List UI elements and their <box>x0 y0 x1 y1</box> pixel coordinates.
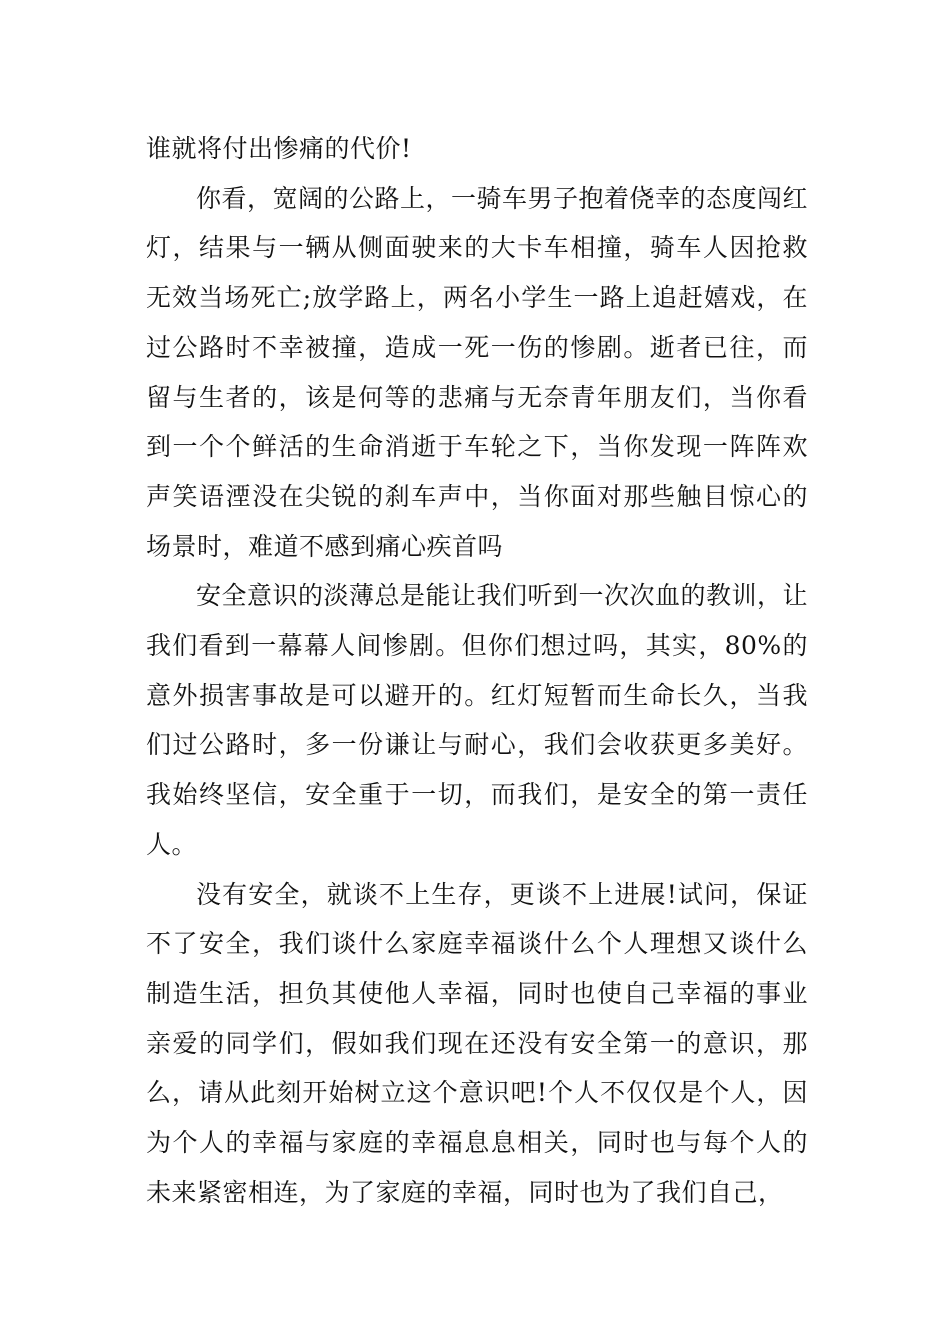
paragraph-2: 你看，宽阔的公路上，一骑车男子抱着侥幸的态度闯红灯，结果与一辆从侧面驶来的大卡车相撞，骑车人因抢救无效当场死亡;放学路上，两名小学生一路上追赶嬉戏，在过公路时不幸被撞，造成一死一伤的惨剧。逝者已往，而留与生者的，该是何等的悲痛与无奈青年朋友们，当你看到一个个鲜活的生命消逝于车轮之下，当你发现一阵阵欢声笑语湮没在尖锐的刹车声中，当你面对那些触目惊心的场景时，难道不感到痛心疾首吗 <box>146 183 809 561</box>
paragraph-4: 没有安全，就谈不上生存，更谈不上进展!试问，保证不了安全，我们谈什么家庭幸福谈什么个人理想又谈什么制造生活，担负其使他人幸福，同时也使自己幸福的事业亲爱的同学们，假如我们现在还没有安全第一的意识，那么，请从此刻开始树立这个意识吧!个人不仅仅是个人，因为个人的幸福与家庭的幸福息息相关，同时也与每个人的未来紧密相连，为了家庭的幸福，同时也为了我们自己， <box>146 879 808 1207</box>
paragraph-1: 谁就将付出惨痛的代价! <box>146 134 412 163</box>
body-text <box>146 124 808 1217</box>
paragraph-3: 安全意识的淡薄总是能让我们听到一次次血的教训，让我们看到一幕幕人间惨剧。但你们想过吗，其实，80%的意外损害事故是可以避开的。红灯短暂而生命长久，当我们过公路时，多一份谦让与耐心，我们会收获更多美好。我始终坚信，安全重于一切，而我们，是安全的第一责任人。 <box>146 581 809 859</box>
